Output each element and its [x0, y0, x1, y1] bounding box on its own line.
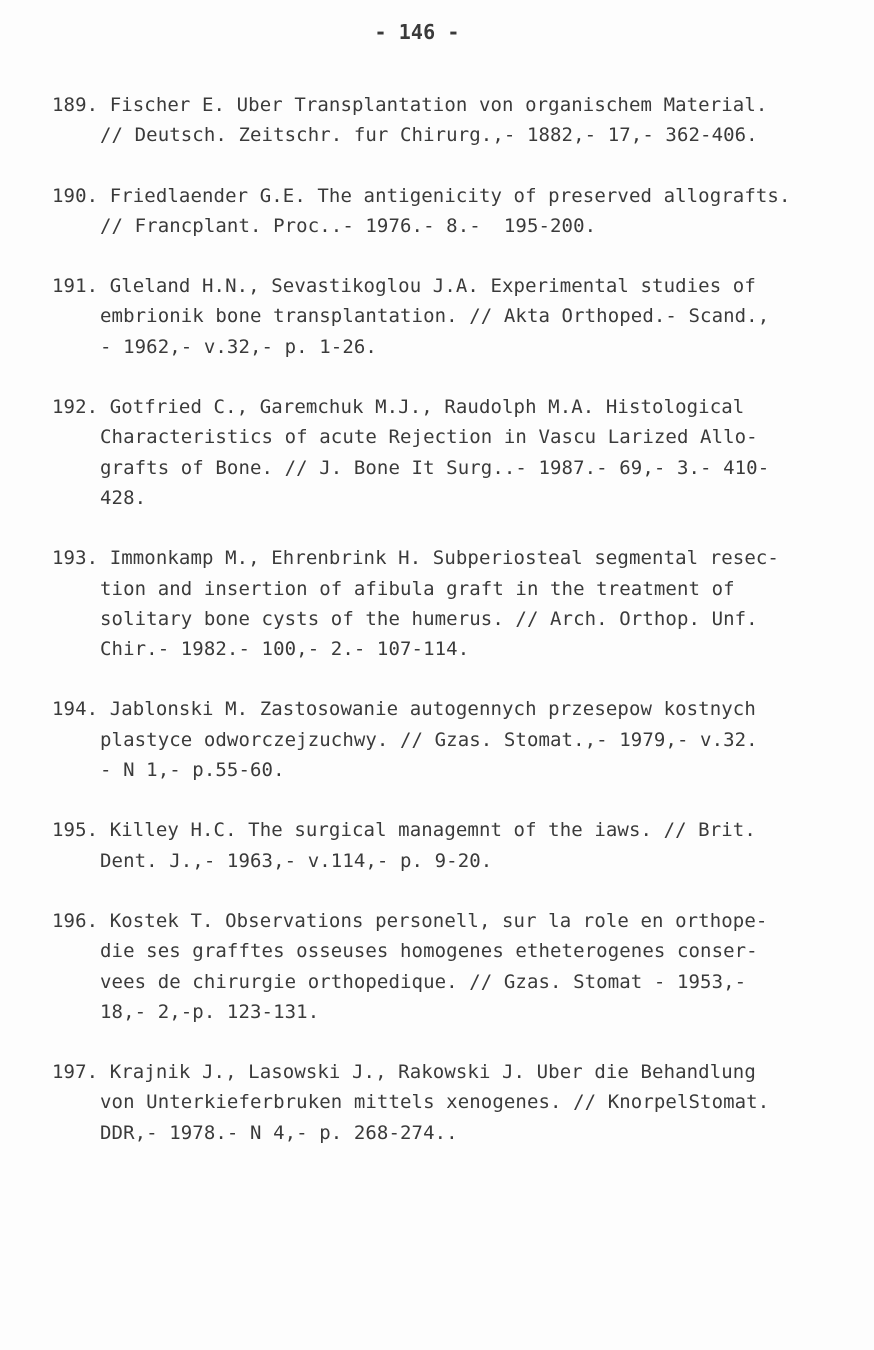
reference-197	[52, 1057, 852, 1148]
reference-line: DDR,- 1978.- N 4,- p. 268-274..	[100, 1121, 458, 1144]
reference-line: 190. Friedlaender G.E. The antigenicity of preserved allografts.	[52, 184, 791, 207]
reference-193	[52, 543, 852, 664]
reference-line: 428.	[100, 486, 147, 509]
reference-list	[52, 90, 852, 1178]
reference-line: - N 1,- p.55-60.	[100, 759, 285, 782]
reference-196	[52, 906, 852, 1027]
reference-189	[52, 90, 852, 151]
reference-line: von Unterkieferbruken mittels xenogenes. // KnorpelStomat.	[100, 1091, 770, 1114]
reference-line: solitary bone cysts of the humerus. // Arch. Orthop. Unf.	[100, 607, 758, 630]
reference-195	[52, 815, 852, 876]
reference-190	[52, 181, 852, 242]
reference-line: tion and insertion of afibula graft in the treatment of	[100, 577, 735, 600]
reference-line: die ses grafftes osseuses homogenes etheterogenes conser-	[100, 940, 758, 963]
reference-line: 193. Immonkamp M., Ehrenbrink H. Subperiosteal segmental resec-	[52, 547, 779, 570]
reference-line: 192. Gotfried C., Garemchuk M.J., Raudolph M.A. Histological	[52, 396, 745, 419]
reference-line: // Deutsch. Zeitschr. fur Chirurg.,- 1882,- 17,- 362-406.	[100, 124, 758, 147]
reference-191	[52, 271, 852, 362]
reference-line: grafts of Bone. // J. Bone It Surg..- 1987.- 69,- 3.- 410-	[100, 456, 770, 479]
reference-line: 194. Jablonski M. Zastosowanie autogennych przesepow kostnych	[52, 698, 756, 721]
reference-line: embrionik bone transplantation. // Akta Orthoped.- Scand.,	[100, 305, 770, 328]
page-number: - 146 -	[374, 20, 460, 44]
reference-192	[52, 392, 852, 513]
reference-line: 196. Kostek T. Observations personell, sur la role en orthope-	[52, 909, 768, 932]
reference-line: // Francplant. Proc..- 1976.- 8.- 195-200.	[100, 214, 597, 237]
reference-line: 197. Krajnik J., Lasowski J., Rakowski J. Uber die Behandlung	[52, 1061, 756, 1084]
reference-line: plastyce odworczejzuchwy. // Gzas. Stomat.,- 1979,- v.32.	[100, 728, 758, 751]
reference-line: 18,- 2,-p. 123-131.	[100, 1000, 320, 1023]
reference-line: vees de chirurgie orthopedique. // Gzas. Stomat - 1953,-	[100, 970, 747, 993]
reference-line: 195. Killey H.C. The surgical managemnt of the iaws. // Brit.	[52, 819, 756, 842]
reference-line: Dent. J.,- 1963,- v.114,- p. 9-20.	[100, 849, 493, 872]
reference-line: 191. Gleland H.N., Sevastikoglou J.A. Experimental studies of	[52, 275, 756, 298]
reference-line: Chir.- 1982.- 100,- 2.- 107-114.	[100, 638, 470, 661]
reference-194	[52, 694, 852, 785]
reference-line: 189. Fischer E. Uber Transplantation von organischem Material.	[52, 94, 768, 116]
reference-line: - 1962,- v.32,- p. 1-26.	[100, 335, 377, 358]
reference-line: Characteristics of acute Rejection in Vascu Larized Allo-	[100, 426, 758, 449]
